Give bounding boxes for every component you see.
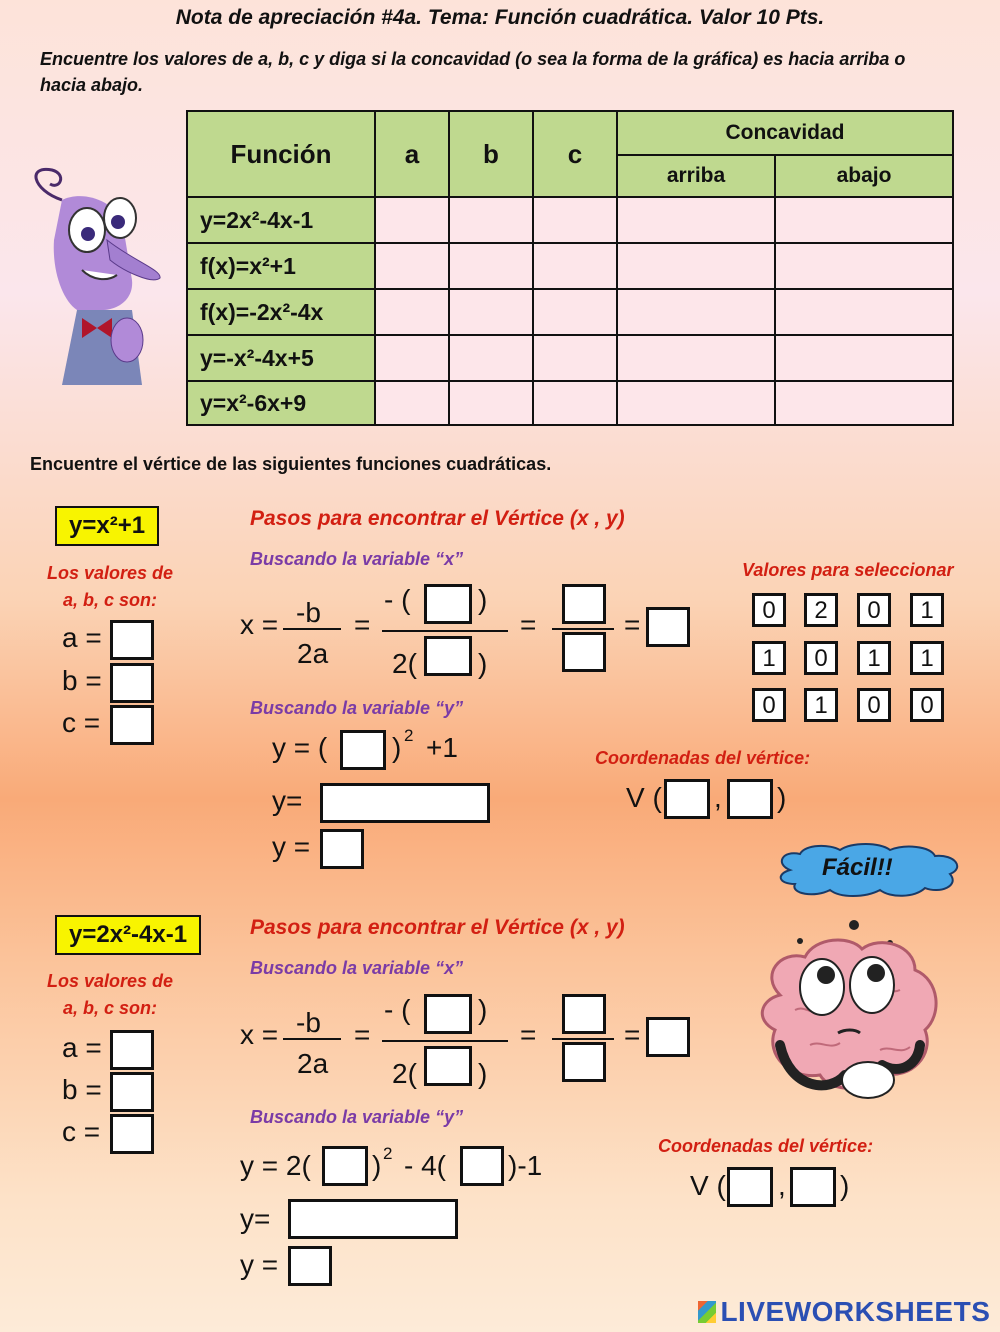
function-cell: y=-x²-4x+5 [187,335,375,381]
y-linear-input[interactable] [460,1146,504,1186]
select-chip[interactable]: 1 [857,641,891,675]
two-paren: 2( [392,1058,417,1089]
v-open: V ( [690,1170,726,1201]
two-a-input[interactable] [424,636,472,676]
abc-label-1 [20,560,200,614]
answer-cell-a[interactable] [375,197,449,243]
answer-cell-c[interactable] [533,197,617,243]
vertex-instructions: Encuentre el vértice de las siguientes funciones cuadráticas. [30,454,552,474]
vertex-x-input[interactable] [664,779,710,819]
v-close: ) [777,782,787,813]
answer-cell-arriba[interactable] [617,243,775,289]
c-input[interactable] [110,1114,154,1154]
answer-cell-arriba[interactable] [617,197,775,243]
select-chip[interactable]: 0 [857,593,891,627]
close-paren: ) [478,648,488,679]
v-comma: , [778,1170,786,1201]
answer-cell-b[interactable] [449,381,533,425]
answer-cell-a[interactable] [375,289,449,335]
select-chip[interactable]: 1 [804,688,838,722]
select-chip[interactable]: 0 [910,688,944,722]
select-chip[interactable]: 1 [910,593,944,627]
select-values-label: Valores para seleccionar [742,560,954,580]
y-eq1-start: y = ( [272,732,328,763]
header-b: b [449,111,533,197]
function-label-1: y=x²+1 [55,506,159,546]
answer-cell-b[interactable] [449,243,533,289]
select-chip[interactable]: 1 [752,641,786,675]
close-paren: ) [478,1058,488,1089]
find-y-label: Buscando la variable “y” [250,698,464,718]
neg-paren: - ( [384,584,411,615]
function-cell: f(x)=x²+1 [187,243,375,289]
exponent: 2 [404,726,414,745]
answer-cell-b[interactable] [449,197,533,243]
function-cell: y=x²-6x+9 [187,381,375,425]
y-eq2: y= [240,1203,271,1234]
bubble-text: Fácil!! [822,854,893,881]
vertex-y-input[interactable] [790,1167,836,1207]
answer-cell-b[interactable] [449,335,533,381]
function-label-2: y=2x²-4x-1 [55,915,201,955]
answer-cell-abajo[interactable] [775,335,953,381]
y-result-input[interactable] [320,829,364,869]
equals-sign: = [520,1019,537,1050]
neg-b-input[interactable] [424,994,472,1034]
equals-sign: = [624,609,641,640]
answer-cell-abajo[interactable] [775,381,953,425]
y-square-input[interactable] [322,1146,368,1186]
neg-b: -b [296,1007,321,1038]
answer-cell-c[interactable] [533,289,617,335]
answer-cell-c[interactable] [533,243,617,289]
two-a: 2a [297,1048,329,1079]
v-comma: , [714,782,722,813]
neg-b: -b [296,597,321,628]
find-x-label: Buscando la variable “x” [250,549,464,569]
answer-cell-a[interactable] [375,335,449,381]
select-chip[interactable]: 0 [804,641,838,675]
brand-text: LIVEWORKSHEETS [720,1296,991,1327]
denominator-input[interactable] [562,632,606,672]
b-input[interactable] [110,663,154,703]
a-input[interactable] [110,1030,154,1070]
y-eq1-start: y = 2( [240,1150,311,1181]
b-label: b = [62,1074,102,1105]
abc-label-line2: a, b, c son: [62,998,158,1018]
find-y-label: Buscando la variable “y” [250,1107,464,1127]
c-input[interactable] [110,705,154,745]
y-eq1-tail: )-1 [508,1150,543,1181]
fear-character-illustration [22,160,172,385]
brand-icon [698,1301,716,1323]
steps-title: Pasos para encontrar el Vértice (x , y) [250,916,625,939]
abc-label-line1: Los valores de [46,563,174,583]
select-chip[interactable]: 1 [910,641,944,675]
y-eq1-end: ) [392,732,402,763]
instructions: Encuentre los valores de a, b, c y diga si la concavidad (o sea la forma de la gráfica) es hacia arriba o hacia abajo. [40,49,906,95]
v-close: ) [840,1170,850,1201]
answer-cell-c[interactable] [533,335,617,381]
close-paren: ) [478,584,488,615]
function-cell: f(x)=-2x²-4x [187,289,375,335]
y-square-input[interactable] [340,730,386,770]
header-funcion: Función [187,111,375,197]
x-equals: x = [240,609,279,640]
answer-cell-a[interactable] [375,243,449,289]
a-input[interactable] [110,620,154,660]
y-eq1-mid2: - 4( [404,1150,446,1181]
function-cell: y=2x²-4x-1 [187,197,375,243]
header-c: c [533,111,617,197]
x-equals: x = [240,1019,279,1050]
x-result-input[interactable] [646,607,690,647]
y-eq2: y= [272,785,303,816]
header-arriba: arriba [617,155,775,197]
c-label: c = [62,1116,101,1147]
b-input[interactable] [110,1072,154,1112]
answer-cell-b[interactable] [449,289,533,335]
y-eq3: y = [272,831,311,862]
steps-title: Pasos para encontrar el Vértice (x , y) [250,507,625,530]
a-label: a = [62,1032,102,1063]
abc-label-line1: Los valores de [46,971,174,991]
answer-cell-arriba[interactable] [617,381,775,425]
two-a: 2a [297,638,329,669]
thinking-brain-illustration [750,915,950,1115]
answer-cell-c[interactable] [533,381,617,425]
y-eq1-tail: +1 [426,732,458,763]
equals-sign: = [354,1019,371,1050]
coords-label: Coordenadas del vértice: [595,748,811,768]
a-label: a = [62,622,102,653]
c-label: c = [62,707,101,738]
equals-sign: = [520,609,537,640]
v-open: V ( [626,782,662,813]
abc-label-2 [20,968,200,1022]
neg-b-input[interactable] [424,584,472,624]
functions-table [186,110,954,426]
denominator-input[interactable] [562,1042,606,1082]
numerator-input[interactable] [562,994,606,1034]
header-concavidad: Concavidad [617,111,953,155]
answer-cell-arriba[interactable] [617,289,775,335]
y-eq3: y = [240,1249,279,1280]
liveworksheets-logo [698,1296,990,1328]
coords-label: Coordenadas del vértice: [658,1136,874,1156]
x-result-input[interactable] [646,1017,690,1057]
neg-paren: - ( [384,994,411,1025]
exponent: 2 [383,1144,393,1163]
abc-label-line2: a, b, c son: [62,590,158,610]
y-result-input[interactable] [288,1246,332,1286]
two-a-input[interactable] [424,1046,472,1086]
vertex-x-input[interactable] [727,1167,773,1207]
y-expression-input[interactable] [288,1199,458,1239]
vertex-y-input[interactable] [727,779,773,819]
answer-cell-abajo[interactable] [775,289,953,335]
equals-sign: = [354,609,371,640]
find-x-label: Buscando la variable “x” [250,958,464,978]
answer-cell-a[interactable] [375,381,449,425]
answer-cell-abajo[interactable] [775,243,953,289]
two-paren: 2( [392,648,417,679]
page-title: Nota de apreciación #4a. Tema: Función cuadrática. Valor 10 Pts. [175,6,825,29]
close-paren: ) [478,994,488,1025]
select-chip[interactable]: 0 [857,688,891,722]
y-eq1-mid: ) [372,1150,382,1181]
answer-cell-abajo[interactable] [775,197,953,243]
select-chip[interactable]: 2 [804,593,838,627]
numerator-input[interactable] [562,584,606,624]
header-abajo: abajo [775,155,953,197]
answer-cell-arriba[interactable] [617,335,775,381]
b-label: b = [62,665,102,696]
select-chip[interactable]: 0 [752,688,786,722]
select-chip[interactable]: 0 [752,593,786,627]
y-expression-input[interactable] [320,783,490,823]
equals-sign: = [624,1019,641,1050]
header-a: a [375,111,449,197]
